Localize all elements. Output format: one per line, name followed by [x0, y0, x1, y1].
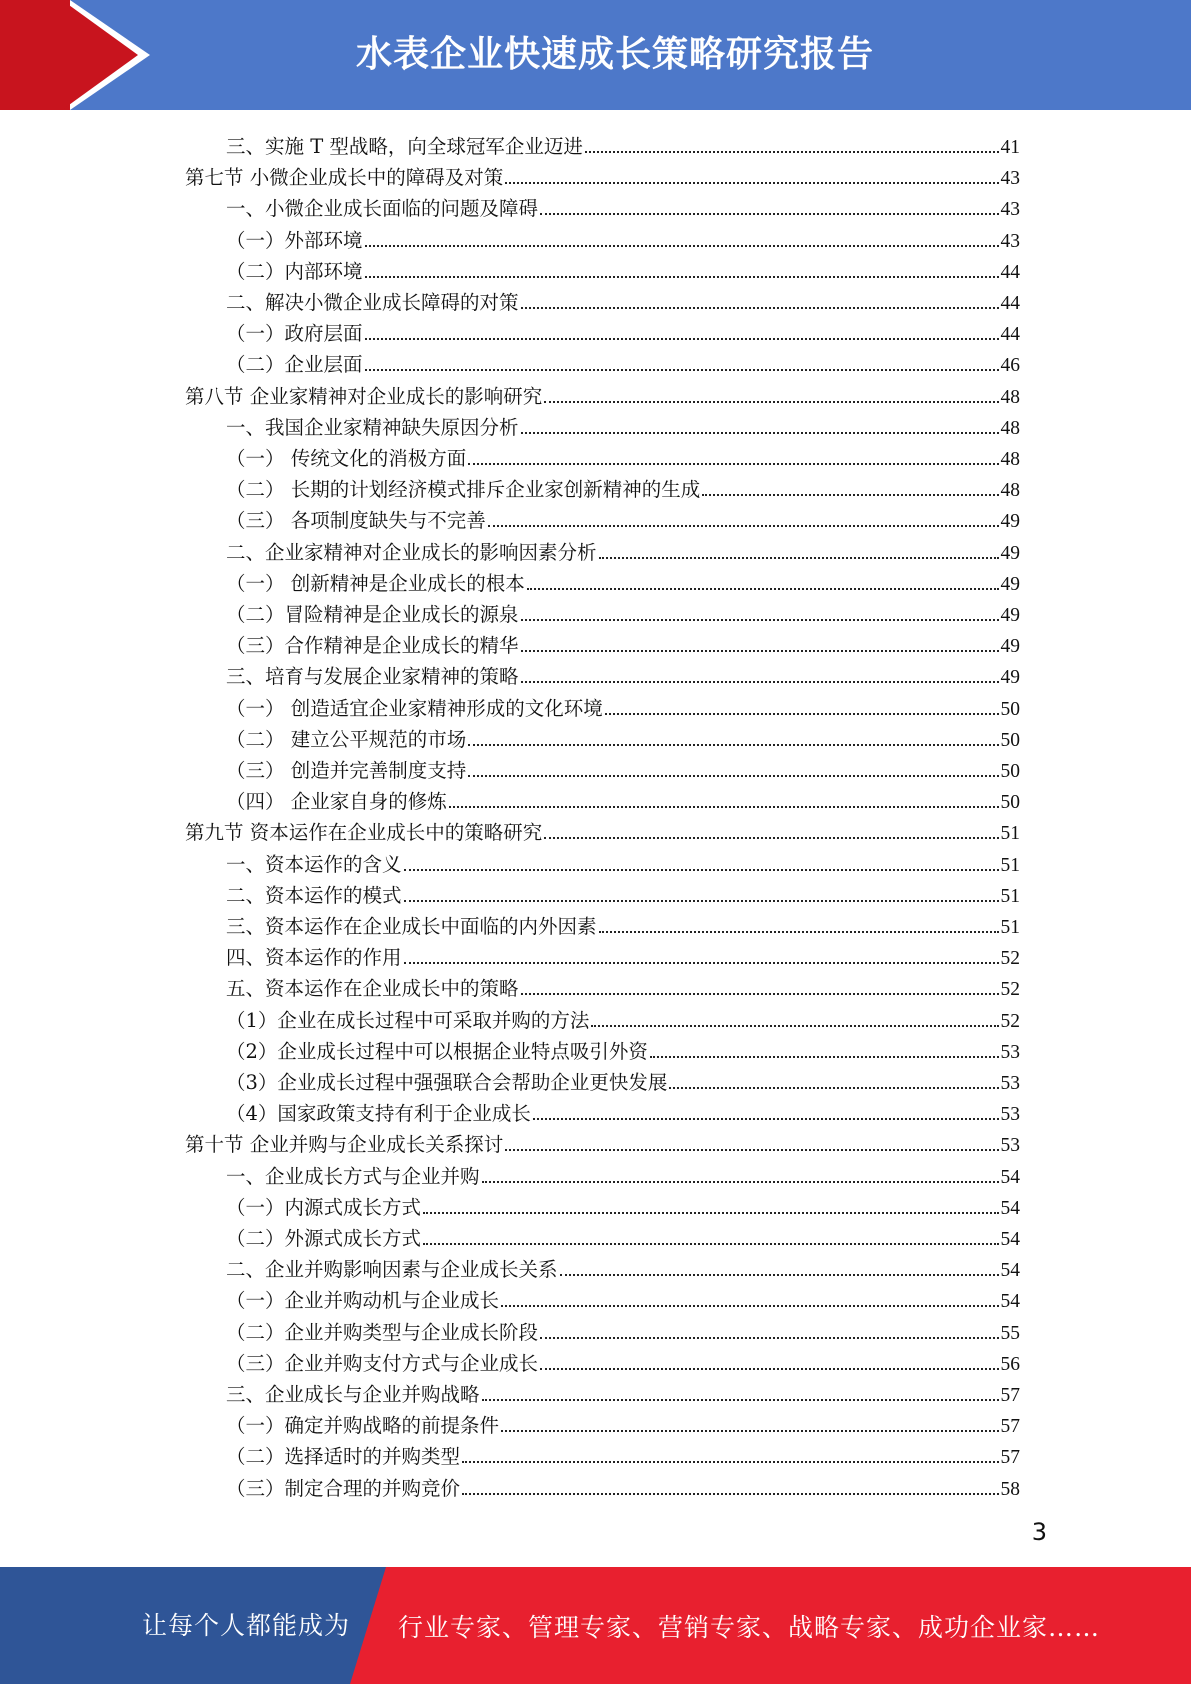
toc-entry-title: （三）合作精神是企业成长的精华: [226, 634, 519, 658]
toc-entry-title: （三） 各项制度缺失与不完善: [226, 509, 486, 533]
toc-entry-page: 51: [1000, 917, 1020, 938]
toc-leader-dots: [650, 1055, 999, 1058]
toc-leader-dots: [505, 181, 998, 184]
toc-entry[interactable]: [226, 502, 1020, 533]
page-number: 3: [1031, 1518, 1047, 1546]
toc-entry-title: （三）制定合理的并购竞价: [226, 1476, 461, 1500]
toc-leader-dots: [462, 1492, 998, 1495]
toc-entry-page: 54: [1000, 1197, 1020, 1219]
toc-leader-dots: [521, 649, 999, 652]
toc-entry-page: 49: [1000, 511, 1020, 533]
toc-entry[interactable]: [226, 690, 1020, 721]
toc-entry-title: （二）外源式成长方式: [226, 1227, 422, 1250]
toc-leader-dots: [365, 337, 999, 340]
toc-entry-title: 二、企业并购影响因素与企业成长关系: [226, 1258, 558, 1282]
toc-leader-dots: [462, 1460, 998, 1463]
toc-leader-dots: [544, 836, 998, 839]
header-red-block: [0, 0, 70, 110]
toc-leader-dots: [544, 400, 998, 403]
toc-entry-title: 三、实施 T 型战略，向全球冠军企业迈进: [226, 135, 583, 158]
toc-entry[interactable]: [226, 658, 1020, 689]
toc-entry-title: （二）选择适时的并购类型: [226, 1445, 461, 1469]
toc-leader-dots: [404, 899, 999, 902]
toc-entry[interactable]: [226, 253, 1020, 284]
toc-entry-page: 54: [1000, 1166, 1020, 1188]
toc-entry-page: 53: [1000, 1041, 1020, 1063]
toc-leader-dots: [468, 774, 998, 777]
toc-entry[interactable]: [226, 1438, 1020, 1469]
toc-entry-page: 57: [1000, 1447, 1020, 1469]
toc-entry-title: 二、资本运作的模式: [226, 883, 402, 907]
toc-entry[interactable]: [226, 315, 1020, 346]
toc-entry-title: 四、资本运作的作用: [226, 946, 402, 970]
toc-entry-page: 44: [1000, 324, 1020, 346]
footer-slogan-right: 行业专家、管理专家、营销专家、战略专家、成功企业家……: [398, 1613, 1101, 1642]
toc-entry-page: 53: [1000, 1135, 1020, 1157]
toc-leader-dots: [521, 618, 999, 621]
toc-entry[interactable]: [226, 1189, 1020, 1220]
toc-entry-title: （一）内源式成长方式: [226, 1195, 422, 1219]
toc-entry[interactable]: [226, 752, 1020, 783]
toc-entry-page: 48: [1000, 417, 1020, 439]
toc-leader-dots: [423, 1211, 998, 1214]
toc-entry[interactable]: [226, 222, 1020, 253]
toc-entry-title: （一）企业并购动机与企业成长: [226, 1289, 500, 1313]
toc-entry[interactable]: [226, 346, 1020, 377]
toc-entry-page: 54: [1000, 1291, 1020, 1313]
toc-entry-page: 50: [1000, 761, 1020, 782]
toc-entry[interactable]: [226, 1220, 1020, 1251]
toc-leader-dots: [702, 493, 998, 496]
toc-entry-page: 56: [1000, 1353, 1020, 1375]
toc-leader-dots: [521, 992, 999, 995]
toc-entry-page: 53: [1000, 1104, 1020, 1126]
document-title: 水表企业快速成长策略研究报告: [355, 34, 874, 75]
toc-entry-title: （3）企业成长过程中强强联合会帮助企业更快发展: [226, 1071, 668, 1094]
toc-entry-page: 48: [1000, 480, 1020, 502]
toc-entry-page: 51: [1000, 854, 1020, 876]
toc-entry-title: （四） 企业家自身的修炼: [226, 790, 447, 814]
toc-entry-title: （1）企业在成长过程中可采取并购的方法: [226, 1008, 590, 1032]
toc-entry-title: （二）企业并购类型与企业成长阶段: [226, 1320, 539, 1344]
toc-entry-title: （二） 长期的计划经济模式排斥企业家创新精神的生成: [226, 478, 701, 502]
toc-entry[interactable]: [226, 596, 1020, 627]
toc-entry[interactable]: [226, 284, 1020, 315]
toc-leader-dots: [468, 462, 998, 465]
toc-leader-dots: [482, 1180, 999, 1183]
toc-entry-page: 54: [1000, 1229, 1020, 1250]
toc-entry[interactable]: [226, 627, 1020, 658]
toc-entry-page: 58: [1000, 1478, 1020, 1500]
toc-entry-title: （2）企业成长过程中可以根据企业特点吸引外资: [226, 1039, 648, 1063]
toc-leader-dots: [585, 150, 999, 153]
toc-entry-page: 43: [1000, 199, 1020, 221]
toc-entry[interactable]: [226, 939, 1020, 970]
toc-entry-page: 49: [1000, 573, 1020, 595]
toc-leader-dots: [540, 1336, 998, 1339]
toc-entry[interactable]: [226, 1314, 1020, 1345]
toc-entry-title: 二、企业家精神对企业成长的影响因素分析: [226, 540, 597, 564]
toc-entry-page: 52: [1000, 979, 1020, 1001]
toc-entry-page: 54: [1000, 1260, 1020, 1282]
toc-leader-dots: [365, 244, 999, 247]
toc-entry[interactable]: [226, 721, 1020, 752]
toc-entry[interactable]: [226, 1033, 1020, 1064]
toc-leader-dots: [605, 712, 999, 715]
toc-entry-page: 49: [1000, 605, 1020, 626]
toc-leader-dots: [423, 1242, 998, 1245]
header-red-chevron: [62, 0, 138, 110]
toc-entry[interactable]: [226, 877, 1020, 908]
toc-entry[interactable]: [226, 440, 1020, 471]
toc-entry-page: 57: [1000, 1416, 1020, 1438]
toc-leader-dots: [501, 1429, 998, 1432]
toc-entry[interactable]: [226, 1345, 1020, 1376]
toc-leader-dots: [521, 306, 999, 309]
toc-entry-page: 55: [1000, 1322, 1020, 1344]
toc-entry-title: 第九节 资本运作在企业成长中的策略研究: [185, 821, 543, 845]
toc-entry-title: （二）企业层面: [226, 353, 363, 377]
toc-leader-dots: [505, 1148, 998, 1151]
toc-entry-title: （二）冒险精神是企业成长的源泉: [226, 603, 519, 626]
toc-entry-page: 44: [1000, 293, 1020, 314]
toc-leader-dots: [527, 587, 999, 590]
toc-leader-dots: [468, 743, 998, 746]
toc-entry-title: 第七节 小微企业成长中的障碍及对策: [185, 166, 504, 190]
toc-entry-page: 50: [1000, 729, 1020, 751]
toc-entry-page: 49: [1000, 542, 1020, 564]
toc-entry[interactable]: [185, 378, 1020, 409]
toc-entry[interactable]: [226, 970, 1020, 1001]
toc-entry[interactable]: [185, 159, 1020, 190]
toc-entry-title: 三、资本运作在企业成长中面临的内外因素: [226, 915, 597, 938]
toc-entry-page: 46: [1000, 355, 1020, 377]
toc-entry-page: 52: [1000, 948, 1020, 970]
toc-entry-title: 第八节 企业家精神对企业成长的影响研究: [185, 384, 543, 408]
toc-entry-page: 48: [1000, 449, 1020, 470]
toc-entry[interactable]: [226, 409, 1020, 440]
toc-leader-dots: [449, 805, 999, 808]
toc-entry[interactable]: [226, 846, 1020, 877]
toc-entry-title: （一）确定并购战略的前提条件: [226, 1414, 500, 1438]
toc-entry-title: （三） 创造并完善制度支持: [226, 759, 467, 782]
toc-leader-dots: [521, 680, 999, 683]
toc-entry-page: 53: [1000, 1073, 1020, 1094]
toc-leader-dots: [540, 1367, 998, 1370]
toc-entry[interactable]: [226, 783, 1020, 814]
toc-leader-dots: [521, 431, 999, 434]
toc-entry-title: 三、培育与发展企业家精神的策略: [226, 665, 519, 689]
toc-entry-title: 一、企业成长方式与企业并购: [226, 1164, 480, 1188]
toc-entry[interactable]: [226, 1282, 1020, 1313]
toc-entry[interactable]: [226, 1470, 1020, 1501]
toc-leader-dots: [488, 524, 999, 527]
toc-entry-page: 51: [1000, 823, 1020, 845]
toc-entry[interactable]: [226, 1064, 1020, 1095]
toc-entry-page: 43: [1000, 168, 1020, 190]
toc-entry[interactable]: [185, 1126, 1020, 1157]
toc-entry[interactable]: [185, 814, 1020, 845]
toc-leader-dots: [599, 556, 999, 559]
toc-entry[interactable]: [226, 471, 1020, 502]
toc-entry-title: 三、企业成长与企业并购战略: [226, 1383, 480, 1406]
toc-entry[interactable]: [226, 1158, 1020, 1189]
toc-entry-page: 43: [1000, 230, 1020, 252]
toc-leader-dots: [482, 1398, 999, 1401]
toc-entry-page: 41: [1000, 137, 1020, 158]
toc-entry-page: 51: [1000, 885, 1020, 907]
toc-entry-title: 第十节 企业并购与企业成长关系探讨: [185, 1133, 504, 1157]
toc-entry[interactable]: [226, 1251, 1020, 1282]
toc-entry-title: （一） 传统文化的消极方面: [226, 447, 467, 470]
toc-leader-dots: [669, 1086, 998, 1089]
toc-leader-dots: [591, 1024, 998, 1027]
toc-leader-dots: [533, 1117, 999, 1120]
toc-entry-title: （一） 创造适宜企业家精神形成的文化环境: [226, 696, 603, 720]
footer-slogan-left: 让每个人都能成为: [142, 1611, 351, 1640]
toc-entry[interactable]: [226, 908, 1020, 939]
toc-entry-page: 52: [1000, 1010, 1020, 1032]
toc-entry-title: （二） 建立公平规范的市场: [226, 727, 467, 751]
toc-entry-title: （一） 创新精神是企业成长的根本: [226, 571, 525, 595]
toc-entry-title: （三）企业并购支付方式与企业成长: [226, 1351, 539, 1375]
toc-leader-dots: [365, 368, 999, 371]
toc-leader-dots: [599, 930, 999, 933]
footer-blue-slant: [350, 1567, 386, 1684]
toc-entry[interactable]: [226, 190, 1020, 221]
toc-entry[interactable]: [226, 534, 1020, 565]
toc-entry-title: 一、资本运作的含义: [226, 852, 402, 876]
toc-leader-dots: [501, 1304, 998, 1307]
toc-entry-page: 49: [1000, 667, 1020, 689]
toc-entry-page: 44: [1000, 261, 1020, 283]
toc-entry[interactable]: [226, 565, 1020, 596]
toc-entry-title: 二、解决小微企业成长障碍的对策: [226, 291, 519, 314]
toc-leader-dots: [540, 212, 998, 215]
toc-entry-title: （4）国家政策支持有利于企业成长: [226, 1102, 531, 1126]
toc-entry[interactable]: [226, 128, 1020, 159]
toc-leader-dots: [560, 1273, 999, 1276]
toc-entry[interactable]: [226, 1095, 1020, 1126]
toc-entry[interactable]: [226, 1407, 1020, 1438]
toc-entry-title: 五、资本运作在企业成长中的策略: [226, 977, 519, 1001]
toc-entry-title: 一、小微企业成长面临的问题及障碍: [226, 197, 539, 221]
toc-leader-dots: [404, 868, 999, 871]
toc-entry-page: 50: [1000, 792, 1020, 814]
toc-entry-title: （二）内部环境: [226, 259, 363, 283]
toc-entry[interactable]: [226, 1376, 1020, 1407]
toc-entry-page: 57: [1000, 1385, 1020, 1406]
toc-entry-title: （一）外部环境: [226, 228, 363, 252]
toc-leader-dots: [365, 275, 999, 278]
toc-entry-page: 48: [1000, 386, 1020, 408]
toc-entry-title: 一、我国企业家精神缺失原因分析: [226, 415, 519, 439]
toc-leader-dots: [404, 961, 999, 964]
toc-entry-title: （一）政府层面: [226, 322, 363, 346]
toc-entry-page: 49: [1000, 636, 1020, 658]
toc-entry-page: 50: [1000, 698, 1020, 720]
toc-entry[interactable]: [226, 1002, 1020, 1033]
